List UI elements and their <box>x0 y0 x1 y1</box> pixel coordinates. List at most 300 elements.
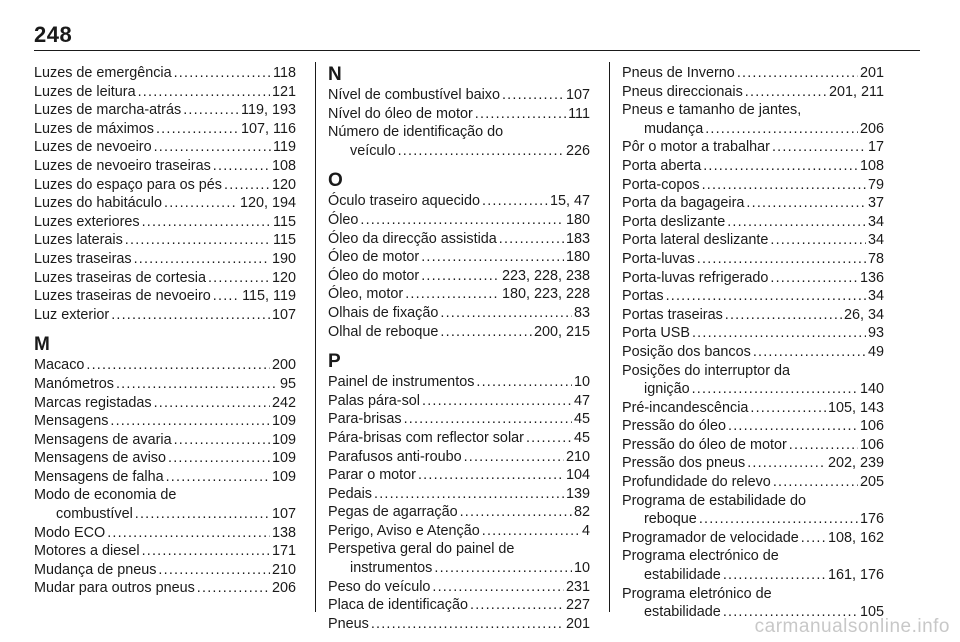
index-entry <box>622 529 884 548</box>
index-term-continuation <box>328 142 590 161</box>
dot-leader <box>440 304 572 323</box>
index-term: Posições do interruptor da <box>622 362 790 379</box>
index-term: Peso do veículo <box>328 578 431 595</box>
index-term: Luzes do espaço para os pés <box>34 176 223 193</box>
dot-leader <box>405 285 500 304</box>
index-entry <box>328 392 590 411</box>
index-entry <box>328 86 590 105</box>
index-page-refs: 109 <box>271 431 296 448</box>
index-term: Mensagens de falha <box>34 468 164 485</box>
index-entry <box>34 194 296 213</box>
index-entry <box>622 454 884 473</box>
index-term-continuation <box>622 380 884 399</box>
index-entry <box>622 157 884 176</box>
index-page-refs: 105, 143 <box>827 399 884 416</box>
dot-leader <box>404 410 572 429</box>
dot-leader <box>770 269 858 288</box>
index-term: Porta USB <box>622 325 690 342</box>
index-page-refs: 140 <box>859 381 884 398</box>
index-entry <box>622 324 884 343</box>
dot-leader <box>747 454 826 473</box>
index-entry <box>34 412 296 431</box>
index-page-refs: 45 <box>573 429 590 446</box>
index-page-refs: 118 <box>273 65 296 81</box>
index-entry <box>328 522 590 541</box>
index-page-refs: 49 <box>867 343 884 360</box>
index-entry <box>34 394 296 413</box>
index-page-refs: 105 <box>859 604 884 621</box>
index-entry <box>328 485 590 504</box>
index-term: Óleo <box>328 211 359 228</box>
index-entry <box>34 375 296 394</box>
index-page-refs: 210 <box>565 448 590 465</box>
dot-leader <box>753 343 866 362</box>
index-term-line2: estabilidade <box>644 567 721 584</box>
index-term: Luzes laterais <box>34 232 123 249</box>
index-term: Pôr o motor a trabalhar <box>622 139 770 156</box>
dot-leader <box>475 105 566 124</box>
index-entry <box>34 486 296 523</box>
column-divider <box>609 62 610 612</box>
header-rule <box>34 50 920 51</box>
index-entry <box>34 120 296 139</box>
dot-leader <box>476 373 572 392</box>
index-page-refs: 15, 47 <box>549 193 590 210</box>
dot-leader <box>107 524 270 543</box>
index-term-continuation <box>622 120 884 139</box>
index-letter-heading: N <box>328 64 342 85</box>
dot-leader <box>773 473 858 492</box>
index-entry <box>34 542 296 561</box>
index-page-refs: 34 <box>867 232 884 249</box>
watermark: carmanualsonline.info <box>754 616 950 637</box>
index-entry <box>328 211 590 230</box>
index-entry <box>34 269 296 288</box>
index-entry <box>328 105 590 124</box>
index-entry <box>34 561 296 580</box>
index-entry <box>622 492 884 529</box>
dot-leader <box>142 213 271 232</box>
index-page-refs: 206 <box>859 120 884 137</box>
index-page-refs: 108 <box>271 157 296 174</box>
dot-leader <box>174 64 271 83</box>
dot-leader <box>138 83 270 102</box>
index-entry <box>328 448 590 467</box>
index-entry <box>622 213 884 232</box>
index-term-continuation <box>622 566 884 585</box>
index-term: Porta-luvas refrigerado <box>622 269 769 286</box>
index-entry <box>622 473 884 492</box>
dot-leader <box>772 138 866 157</box>
dot-leader <box>727 213 866 232</box>
index-term: Luz exterior <box>34 306 110 323</box>
index-term: Porta deslizante <box>622 213 726 230</box>
index-entry <box>34 138 296 157</box>
index-entry <box>328 267 590 286</box>
dot-leader <box>371 615 564 634</box>
index-page-refs: 115 <box>273 232 296 249</box>
dot-leader <box>801 529 826 548</box>
dot-leader <box>502 86 564 105</box>
index-page-refs: 223, 228, 238 <box>501 267 590 284</box>
index-term: Pressão do óleo de motor <box>622 436 787 453</box>
dot-leader <box>208 269 270 288</box>
index-page-refs: 139 <box>565 485 590 502</box>
dot-leader <box>470 596 564 615</box>
index-entry <box>328 578 590 597</box>
index-term: Posição dos bancos <box>622 343 751 360</box>
dot-leader <box>746 194 866 213</box>
dot-leader <box>213 287 240 306</box>
index-entry <box>622 399 884 418</box>
index-term: Pneus e tamanho de jantes, <box>622 102 802 119</box>
index-term: Luzes de máximos <box>34 120 154 137</box>
dot-leader <box>168 449 270 468</box>
index-term: Portas <box>622 288 664 305</box>
index-entry <box>328 429 590 448</box>
index-term: Olhal de reboque <box>328 323 439 340</box>
dot-leader <box>723 566 826 585</box>
index-term: Motores a diesel <box>34 543 140 560</box>
dot-leader <box>750 399 826 418</box>
index-term: Para-brisas <box>328 411 402 428</box>
index-term: Porta-copos <box>622 176 700 193</box>
index-entry <box>34 468 296 487</box>
index-term: Luzes de nevoeiro traseiras <box>34 157 211 174</box>
index-page-refs: 109 <box>271 450 296 467</box>
dot-leader <box>213 157 270 176</box>
dot-leader <box>728 417 858 436</box>
dot-leader <box>374 485 564 504</box>
index-page-refs: 202, 239 <box>827 455 884 472</box>
dot-leader <box>421 248 564 267</box>
index-term: Porta da bagageira <box>622 195 745 212</box>
index-term: Óculo traseiro aquecido <box>328 193 480 210</box>
index-term: Programador de velocidade <box>622 529 799 546</box>
index-term-line2: reboque <box>644 511 697 528</box>
index-page-refs: 34 <box>867 288 884 305</box>
index-term: Mensagens de avaria <box>34 431 172 448</box>
dot-leader <box>699 510 858 529</box>
index-term: Luzes traseiras de nevoeiro <box>34 288 211 305</box>
index-page-refs: 115, 119 <box>242 288 296 305</box>
index-term: Pneus <box>328 615 369 632</box>
index-page-refs: 231 <box>565 578 590 595</box>
index-term: Mudança de pneus <box>34 561 157 578</box>
index-term: Luzes traseiras de cortesia <box>34 269 206 286</box>
index-term: Parafusos anti-roubo <box>328 448 462 465</box>
index-page-refs: 104 <box>565 467 590 484</box>
index-entry <box>34 449 296 468</box>
dot-leader <box>432 578 564 597</box>
dot-leader <box>125 231 271 250</box>
index-page-refs: 26, 34 <box>843 306 884 323</box>
dot-leader <box>434 559 572 578</box>
dot-leader <box>418 466 564 485</box>
index-page-refs: 120 <box>271 269 296 286</box>
index-term: Parar o motor <box>328 467 416 484</box>
index-term: Pressão dos pneus <box>622 455 746 472</box>
index-term: Pneus direccionais <box>622 83 743 100</box>
index-entry <box>34 356 296 375</box>
index-entry <box>622 194 884 213</box>
index-page-refs: 121 <box>271 83 296 100</box>
index-page-refs: 206 <box>271 580 296 597</box>
index-entry <box>622 176 884 195</box>
index-term: Pára-brisas com reflector solar <box>328 429 524 446</box>
index-entry <box>622 436 884 455</box>
index-entry <box>34 64 296 83</box>
dot-leader <box>158 561 270 580</box>
index-entry <box>328 615 590 634</box>
index-term: Olhais de fixação <box>328 304 439 321</box>
dot-leader <box>421 267 500 286</box>
index-page-refs: 45 <box>573 411 590 428</box>
index-entry <box>34 176 296 195</box>
index-term: Óleo de motor <box>328 249 420 266</box>
dot-leader <box>705 120 858 139</box>
index-term: Pressão do óleo <box>622 418 727 435</box>
index-term-line2: instrumentos <box>350 560 433 577</box>
dot-leader <box>183 101 239 120</box>
dot-leader <box>116 375 278 394</box>
index-page-refs: 109 <box>271 413 296 430</box>
index-entry <box>328 596 590 615</box>
dot-leader <box>197 579 270 598</box>
index-entry <box>328 248 590 267</box>
dot-leader <box>725 306 842 325</box>
index-page-refs: 95 <box>279 375 296 392</box>
index-entry <box>328 123 590 160</box>
index-entry <box>328 466 590 485</box>
index-term: Luzes traseiras <box>34 250 132 267</box>
index-term: Porta aberta <box>622 157 702 174</box>
index-term: Luzes do habitáculo <box>34 195 163 212</box>
index-term: Placa de identificação <box>328 597 468 614</box>
index-entry <box>34 213 296 232</box>
dot-leader <box>737 64 858 83</box>
index-term: Perspetiva geral do painel de <box>328 541 515 558</box>
index-page-refs: 161, 176 <box>827 567 884 584</box>
index-letter-heading: M <box>34 334 50 356</box>
index-page-refs: 171 <box>271 543 296 560</box>
index-page-refs: 10 <box>573 560 590 577</box>
index-term: Programa eletrónico de <box>622 585 772 602</box>
index-term: Porta lateral deslizante <box>622 232 769 249</box>
index-term: Luzes de nevoeiro <box>34 139 152 156</box>
index-entry <box>328 373 590 392</box>
index-page-refs: 78 <box>867 250 884 267</box>
index-entry <box>34 524 296 543</box>
index-term: Mensagens de aviso <box>34 450 166 467</box>
index-page-refs: 34 <box>867 213 884 230</box>
index-entry <box>34 83 296 102</box>
index-page-refs: 79 <box>867 176 884 193</box>
dot-leader <box>134 250 270 269</box>
index-page-refs: 107 <box>271 306 296 323</box>
index-page-refs: 180, 223, 228 <box>501 286 590 303</box>
index-term: Mudar para outros pneus <box>34 580 195 597</box>
index-entry <box>622 138 884 157</box>
index-page-refs: 200, 215 <box>533 323 590 340</box>
index-term: Modo de economia de <box>34 487 177 504</box>
index-entry <box>34 101 296 120</box>
index-entry <box>622 306 884 325</box>
dot-leader <box>422 392 572 411</box>
index-page-refs: 180 <box>565 249 590 266</box>
index-entry <box>328 323 590 342</box>
index-entry <box>34 287 296 306</box>
dot-leader <box>482 192 548 211</box>
dot-leader <box>482 522 580 541</box>
dot-leader <box>692 324 866 343</box>
index-entry <box>328 285 590 304</box>
dot-leader <box>460 503 572 522</box>
dot-leader <box>697 250 866 269</box>
index-term: Óleo da direcção assistida <box>328 230 497 247</box>
index-term: Luzes de leitura <box>34 83 136 100</box>
index-entry <box>328 540 590 577</box>
index-entry <box>34 306 296 325</box>
index-entry <box>622 64 884 83</box>
index-page-refs: 120, 194 <box>239 195 296 212</box>
dot-leader <box>110 412 270 431</box>
index-entry <box>34 231 296 250</box>
index-page-refs: 201 <box>859 65 884 81</box>
index-term: Palas pára-sol <box>328 392 420 409</box>
index-page-refs: 210 <box>271 561 296 578</box>
dot-leader <box>526 429 572 448</box>
index-entry <box>622 250 884 269</box>
dot-leader <box>156 120 239 139</box>
index-page-refs: 190 <box>271 250 296 267</box>
index-term: Macaco <box>34 357 85 374</box>
index-term-continuation <box>622 510 884 529</box>
index-term-line2: ignição <box>644 381 690 398</box>
index-page-refs: 201 <box>565 615 590 632</box>
index-entry <box>34 250 296 269</box>
index-term: Luzes exteriores <box>34 213 140 230</box>
index-term-line2: mudança <box>644 120 704 137</box>
index-term: Portas traseiras <box>622 306 723 323</box>
index-term: Óleo, motor <box>328 286 404 303</box>
index-letter-heading: O <box>328 170 343 192</box>
index-page-refs: 136 <box>859 269 884 286</box>
index-term: Óleo do motor <box>328 267 420 284</box>
index-entry <box>622 417 884 436</box>
index-page-refs: 10 <box>573 374 590 391</box>
index-page-refs: 183 <box>565 230 590 247</box>
index-entry <box>622 343 884 362</box>
index-term: Número de identificação do <box>328 124 504 141</box>
index-page-refs: 119, 193 <box>241 102 296 119</box>
index-page-refs: 115 <box>273 213 296 230</box>
index-page-refs: 180 <box>565 211 590 228</box>
index-term: Nível do óleo de motor <box>328 105 473 122</box>
index-page-refs: 82 <box>573 504 590 521</box>
index-entry <box>622 287 884 306</box>
index-entry <box>328 230 590 249</box>
index-page-refs: 106 <box>859 436 884 453</box>
index-page-refs: 108 <box>859 157 884 174</box>
index-page-refs: 107 <box>565 87 590 103</box>
dot-leader <box>164 194 238 213</box>
index-term: Nível de combustível baixo <box>328 87 500 103</box>
dot-leader <box>440 323 532 342</box>
index-page-refs: 138 <box>271 524 296 541</box>
index-entry <box>34 157 296 176</box>
index-entry <box>328 304 590 323</box>
page-number: 248 <box>34 22 73 47</box>
index-term: Profundidade do relevo <box>622 474 771 491</box>
index-term: Luzes de emergência <box>34 65 172 81</box>
index-page-refs: 107, 116 <box>241 120 296 137</box>
index-term: Luzes de marcha-atrás <box>34 102 182 119</box>
index-page-refs: 108, 162 <box>827 529 884 546</box>
dot-leader <box>692 380 858 399</box>
index-page-refs: 83 <box>573 304 590 321</box>
index-term-line2: combustível <box>56 506 133 523</box>
dot-leader <box>135 505 270 524</box>
index-term-line2: veículo <box>350 142 396 159</box>
index-entry <box>622 101 884 138</box>
index-page-refs: 120 <box>271 176 296 193</box>
dot-leader <box>464 448 564 467</box>
dot-leader <box>770 231 866 250</box>
index-term-line2: estabilidade <box>644 604 721 621</box>
index-entry <box>328 410 590 429</box>
index-term: Programa de estabilidade do <box>622 492 807 509</box>
index-entry <box>622 231 884 250</box>
index-page-refs: 47 <box>573 392 590 409</box>
index-entry <box>34 579 296 598</box>
index-term: Pré-incandescência <box>622 399 749 416</box>
index-term: Marcas registadas <box>34 394 152 411</box>
index-page-refs: 109 <box>271 468 296 485</box>
index-term: Pedais <box>328 485 373 502</box>
index-column-2 <box>328 64 590 633</box>
index-page-refs: 205 <box>859 474 884 491</box>
index-term: Mensagens <box>34 413 109 430</box>
index-page-refs: 106 <box>859 418 884 435</box>
index-term: Programa electrónico de <box>622 548 779 565</box>
index-page-refs: 227 <box>565 597 590 614</box>
index-page-refs: 226 <box>565 142 590 159</box>
dot-leader <box>360 211 564 230</box>
index-page-refs: 4 <box>581 522 590 539</box>
index-term-continuation <box>328 559 590 578</box>
dot-leader <box>154 138 271 157</box>
index-entry <box>328 503 590 522</box>
index-entry <box>622 83 884 102</box>
index-page-refs: 119 <box>273 139 296 156</box>
dot-leader <box>154 394 270 413</box>
dot-leader <box>745 83 827 102</box>
dot-leader <box>666 287 866 306</box>
index-term: Painel de instrumentos <box>328 374 475 391</box>
dot-leader <box>789 436 858 455</box>
index-page-refs: 176 <box>859 511 884 528</box>
index-column-3 <box>622 64 884 622</box>
index-column-1 <box>34 64 296 598</box>
dot-leader <box>224 176 270 195</box>
index-term: Pneus de Inverno <box>622 65 735 81</box>
index-letter-heading: P <box>328 351 341 373</box>
dot-leader <box>703 157 858 176</box>
index-page-refs: 242 <box>271 394 296 411</box>
dot-leader <box>499 230 564 249</box>
index-term: Manómetros <box>34 375 114 392</box>
